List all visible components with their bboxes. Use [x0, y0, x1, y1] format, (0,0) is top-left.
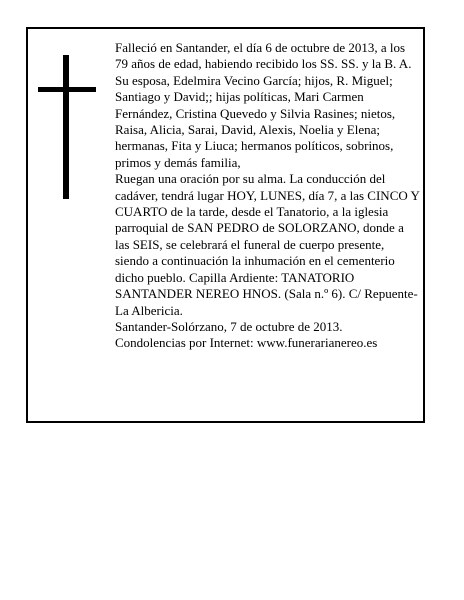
funeral-details: Ruegan una oración por su alma. La conducción del cadáver, tendrá lugar HOY, LUNES, día 7, a las CINCO Y CUARTO de la tarde, desde el Tanatorio, a la iglesia parroquial de SAN PEDRO de SOLORZANO, donde a las SEIS, se celebrará el funeral de cuerpo presente, siendo a continuación la inhumación en el cementerio dicho pueblo. Capilla Ardiente: TANATORIO SANTANDER NEREO HNOS. (Sala n.º 6). C/ Repuente-La Albericia.: [115, 171, 420, 318]
cross-vertical-bar: [63, 55, 69, 199]
obituary-notice: [26, 27, 425, 423]
family-list: Su esposa, Edelmira Vecino García; hijos, R. Miguel; Santiago y David;; hijas políticas, Mari Carmen Fernández, Cristina Quevedo y Silvia Rasines; nietos, Raisa, Alicia, Sarai, David, Alexis, Noelia y Elena; hermanas, Fita y Liuca; hermanos políticos, sobrinos, primos y demás familia,: [115, 72, 396, 170]
place-date: Santander-Solórzano, 7 de octubre de 2013.: [115, 318, 343, 334]
cross-horizontal-bar: [38, 87, 96, 92]
online-condolences: Condolencias por Internet: www.funerarianereo.es: [115, 335, 378, 351]
latin-cross-icon: [38, 55, 98, 199]
obituary-text: [115, 40, 420, 352]
death-announcement: Falleció en Santander, el día 6 de octubre de 2013, a los 79 años de edad, habiendo recibido los SS. SS. y la B. A.: [115, 40, 412, 72]
